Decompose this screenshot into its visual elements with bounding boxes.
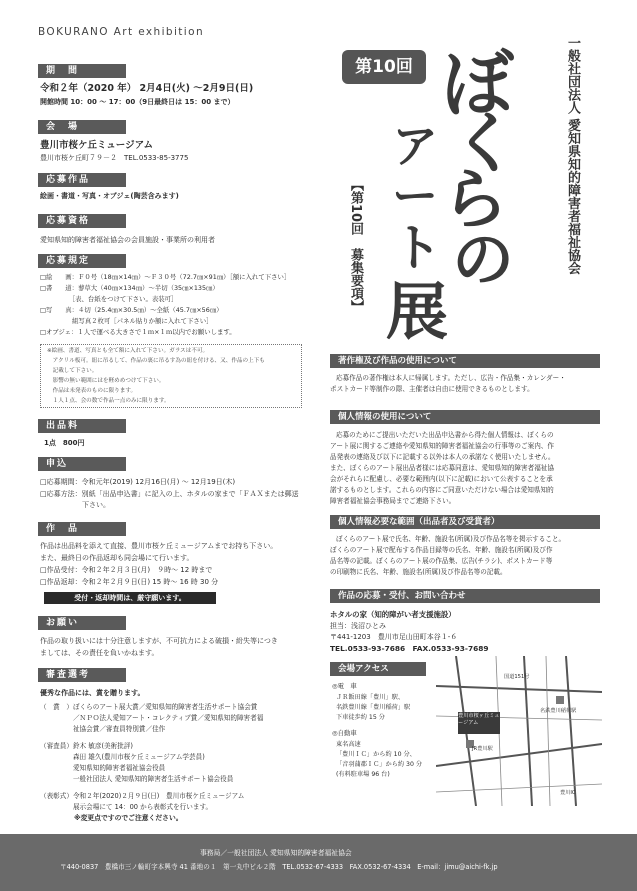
access-train: ＪＲ飯田線「豊川」駅、: [336, 694, 405, 701]
rule-line: □写 真：４切（25.4㎝×30.5㎝）〜全紙（45.7㎝×56㎝）: [40, 306, 223, 314]
eligibility-header: 応募資格: [38, 214, 126, 228]
map-station1: JR豊川駅: [472, 746, 493, 752]
delivery-header: 作 品: [38, 522, 126, 536]
rule-line: □オブジェ：１人で運べる大きさで１ｍ×１ｍ以内でお願いします。: [40, 328, 236, 336]
judging-line: 森田 雄久(豊川市桜ケ丘ミュージアム学芸員): [40, 753, 205, 761]
rule-line: □書 道：蓼草大（40㎝×134㎝）〜半切（35㎝×135㎝）: [40, 284, 219, 292]
rule-note: 作品は未発表のものに限ります。: [47, 388, 137, 394]
scope-header: 個人情報必要な範囲（出品者及び受賞者）: [330, 515, 600, 529]
judging-line: （表彰式）令和２年(2020)２月９日(日) 豊川市桜ケ丘ミュージアム: [40, 792, 245, 800]
brand-name: BOKURANO Art exhibition: [38, 26, 204, 38]
scope-line: ぼくらのアート展で氏名、年齢、施設名(所属)及び作品名等を掲示すること。: [336, 535, 566, 543]
eligibility-text: 愛知県知的障害者福祉協会の会員施設・事業所の利用者: [40, 236, 215, 244]
subtitle-vertical: 【第10回 募集要項】: [348, 178, 363, 314]
venue-name: 豊川市桜ケ丘ミュージアム: [40, 140, 153, 151]
privacy-line: 品発表の連絡及び以下に記載する以外は本人の承諾なく使用いたしません。: [330, 453, 555, 461]
delivery-line: □作品返却：令和２年２月９日(日) 15 時〜 16 時 30 分: [40, 578, 219, 586]
scope-line: 品名等の記載。ぼくらのアート展の作品集、広告(チラシ)、ポストカード等: [330, 557, 553, 565]
works-header: 応募作品: [38, 173, 126, 187]
fee-text: 1点 800円: [44, 439, 85, 447]
title-char: ア: [392, 119, 438, 173]
title-char: の: [452, 223, 515, 296]
map-road: 国道151号: [504, 674, 530, 680]
entry-method: □応募方法：別紙「出品申込書」に記入の上、ホタルの家まで「ＦＡＸまたは郵送: [40, 490, 299, 498]
map-ic: 豊川IC: [560, 790, 576, 796]
rule-line: 組写真２枚可［パネル貼りか額に入れて下さい］: [40, 317, 213, 325]
copyright-header: 著作権及び作品の使用について: [330, 354, 600, 368]
footer: [0, 834, 637, 891]
rule-note: 記載して下さい。: [47, 368, 98, 374]
contact-address: 〒441-1203 豊川市足山田町本谷１-６: [330, 633, 458, 641]
copyright-line: ポストカード等制作の際、主催者は自由に使用できるものとします。: [330, 385, 534, 393]
contact-person: 担当：浅沼ひとみ: [330, 622, 386, 630]
delivery-notice: 受付・返却時間は、厳守願います。: [44, 592, 216, 604]
judging-line: （審査員）鈴木 敏彦(美術批評): [40, 742, 133, 750]
title-char: ら: [442, 160, 508, 238]
access-car: 「音羽蒲郡ＩＣ」から約 30 分: [336, 761, 423, 768]
privacy-line: また、ぼくらのアート展出品者様には応募同意は、愛知県知的障害者福祉協: [330, 464, 554, 472]
title-char: ー: [392, 169, 438, 223]
period-dates: 令和２年（2020 年） 2月4日(火) 〜2月9日(日): [40, 83, 254, 94]
judging-header: 審査選考: [38, 668, 126, 682]
rule-line: ［表、台紙をつけて下さい。表装可］: [40, 295, 178, 303]
privacy-line: アート展に関するご連絡や愛知県知的障害者福祉協会の行事等のご案内、作: [330, 442, 554, 450]
entry-header: 申込: [38, 457, 126, 471]
footer-address: 〒440-0837 豊橋市三ノ輪町字本興寺 41 番地の１ 第一丸中ビル２階 TEL.0532-67-4333 FAX.0532-67-4334 E-mail：jimu@aichi-fk.jp: [60, 863, 498, 871]
access-car-head: ◎自動車: [332, 729, 357, 737]
access-header: 会場アクセス: [330, 662, 426, 676]
venue-address: 豊川市桜ケ丘町７９－２ TEL.0533-85-3775: [40, 154, 189, 162]
rules-note-box: [40, 344, 302, 408]
scope-line: の印刷物に氏名、年齢、施設名(所属)及び作品名等の記載。: [330, 568, 507, 576]
organizer-vertical: 一般社団法人 愛知県知的障害者福祉協会: [565, 36, 580, 275]
rules-header: 応募規定: [38, 254, 126, 268]
access-train: 下車徒歩約 15 分: [336, 714, 385, 721]
rule-note: アクリル板可。紐に吊るして、作品の裏に吊るす為の紐を付ける、又、作品の上下も: [47, 358, 265, 364]
fee-header: 出品料: [38, 419, 126, 433]
request-line: 作品の取り扱いには十分注意しますが、不可抗力による破損・紛失等につき: [40, 637, 278, 645]
access-train: 名鉄豊川線「豊川稲荷」駅: [336, 704, 411, 711]
title-char: 展: [386, 275, 449, 348]
judging-line: 一般社団法人 愛知県知的障害者生活サポート協会役員: [40, 775, 234, 783]
delivery-line: また、最終日の作品返却も同会場にて行います。: [40, 554, 194, 562]
request-line: ましては、その責任を負いかねます。: [40, 649, 159, 657]
title-char: ぼ: [442, 41, 515, 126]
judging-line: ／ＮＰＯ法人愛知アート・コレクティブ賞／愛知県知的障害者福: [40, 714, 264, 722]
works-text: 絵画・書道・写真・オブジェ(陶芸含みます): [40, 192, 179, 200]
edition-badge-text: 第10回: [355, 57, 413, 77]
judging-line: 愛知県知的障害者福祉協会役員: [40, 764, 166, 772]
period-hours: 開館時間 10：00 〜 17：00（9日最終日は 15：00 まで）: [40, 98, 235, 106]
copyright-line: 応募作品の著作権は本人に帰属します。ただし、広告・作品集・カレンダー・: [336, 374, 566, 382]
edition-badge: [342, 50, 426, 84]
judging-line: 祉協会賞／審査員特別賞／佳作: [40, 725, 166, 733]
rule-note: 影響の無い範囲にはを軽めめつけて下さい。: [47, 378, 165, 384]
judging-line: （ 賞 ）ぼくらのアート展大賞／愛知県知的障害者生活サポート協会賞: [40, 703, 258, 711]
delivery-line: 作品は出品料を添えて直接、豊川市桜ケ丘ミュージアムまでお持ち下さい。: [40, 542, 278, 550]
privacy-line: 会がそれらに配慮し、必要な範囲内(以下に記載)において公表することを承: [330, 475, 553, 483]
judging-line: 展示会場にて 14：00 から表彰式を行います。: [40, 803, 213, 811]
privacy-header: 個人情報の使用について: [330, 410, 600, 424]
delivery-line: □作品受付：令和２年２月３日(月) ９時〜 12 時まで: [40, 566, 213, 574]
access-car: 「豊川ＩＣ」から約 10 分、: [336, 751, 416, 758]
access-car: 東名高速: [336, 741, 361, 748]
title-char: ト: [392, 218, 442, 277]
rule-note: ※絵画、書道、写真とも全て額に入れて下さい。ガラスは不可。: [47, 348, 209, 354]
scope-line: ぼくらのアート展で配布する作品目録等の氏名、年齢、施設名(所属)及び作: [330, 546, 553, 554]
access-train-head: ◎電 車: [332, 682, 357, 690]
privacy-line: 応募のためにご提出いただいた出品申込書から得た個人情報は、ぼくらの: [336, 431, 554, 439]
contact-header: 作品の応募・受付、お問い合わせ: [330, 589, 600, 603]
judging-lead: 優秀な作品には、賞を贈ります。: [40, 689, 145, 697]
venue-header: 会 場: [38, 120, 126, 134]
map-station2: 名鉄豊川稲荷駅: [540, 708, 577, 714]
title-char: く: [452, 104, 518, 182]
entry-method-cont: 下さい。: [40, 501, 110, 509]
contact-org: ホタルの家（知的障がい者支援施設）: [330, 610, 456, 619]
access-car: (有料駐車場 96 台): [336, 771, 390, 778]
privacy-line: 諾するものとします。これらの内容にご同意いただけない場合は愛知県知的: [330, 486, 554, 494]
request-header: お願い: [38, 616, 126, 630]
contact-phone: TEL.0533-93-7686 FAX.0533-93-7689: [330, 644, 489, 653]
rule-note: １人１点、会の数で作品一点のみに限ります。: [47, 398, 170, 404]
privacy-line: 障害者福祉協会事務局までご連絡下さい。: [330, 497, 456, 505]
footer-office: 事務局／一般社団法人 愛知県知的障害者福祉協会: [200, 849, 352, 857]
judging-line: ※変更点ですのでご注意ください。: [40, 814, 183, 822]
period-header: 期 間: [38, 64, 126, 78]
map-museum-label: 豊川市桜ヶ丘ミュージアム: [458, 713, 500, 726]
rule-line: □絵 画：Ｆ０号（18㎝×14㎝）〜Ｆ３０号（72.7㎝×91㎝）［額に入れて下さい］: [40, 273, 291, 281]
entry-period: □応募期間：令和元年(2019) 12月16日(月) 〜 12月19日(木): [40, 478, 236, 486]
